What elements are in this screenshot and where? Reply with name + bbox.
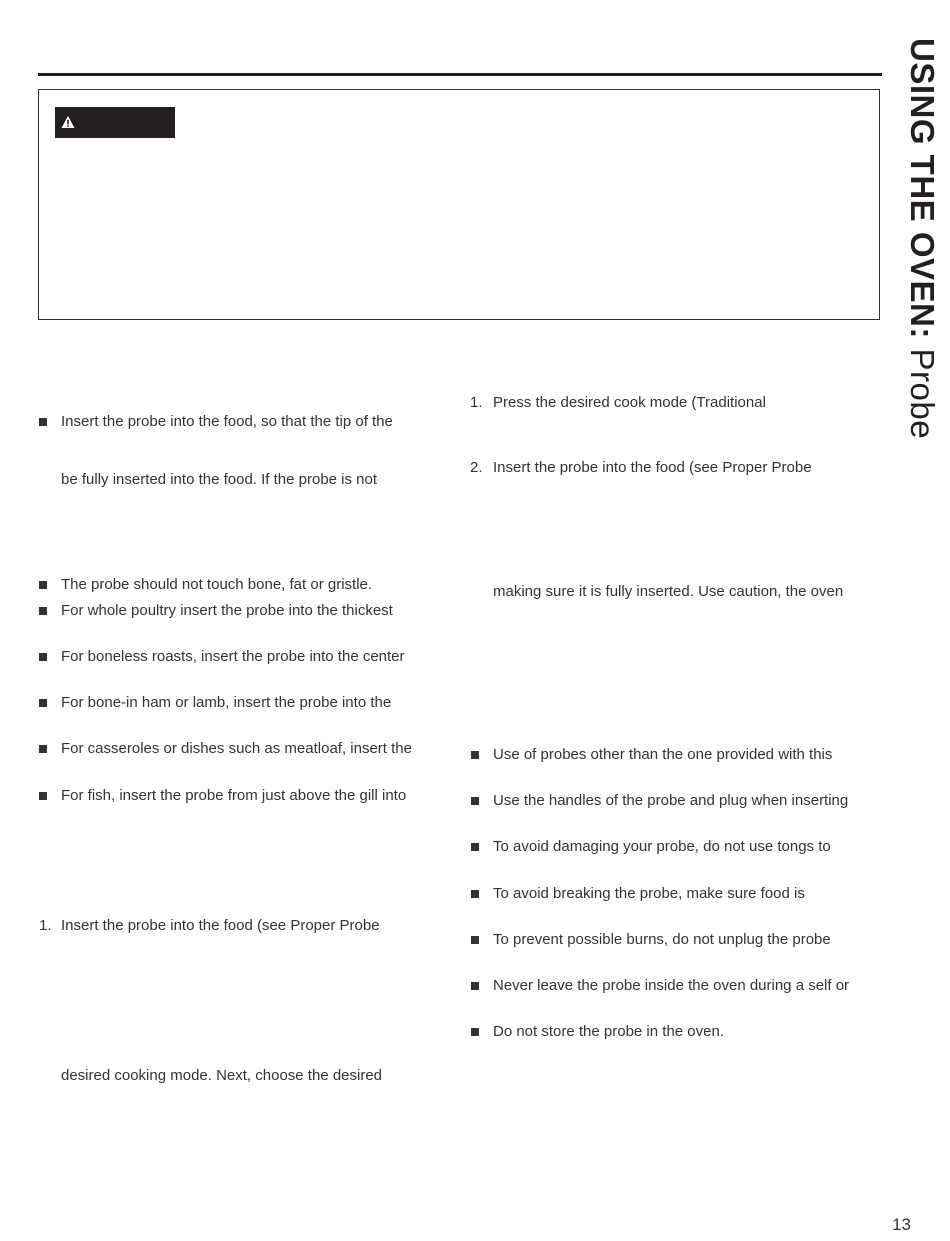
bullet-marker	[471, 797, 479, 805]
bullet-marker	[471, 1028, 479, 1036]
bullet-marker	[471, 982, 479, 990]
step-text: Insert the probe into the food (see Proper Probe	[61, 917, 380, 934]
placement-bullet-text: For casseroles or dishes such as meatloaf, insert the	[61, 740, 412, 757]
bullet-marker	[39, 607, 47, 615]
warning-triangle-icon	[61, 115, 75, 129]
bullet-marker	[39, 699, 47, 707]
placement-bullet-text: For fish, insert the probe from just above the gill into	[61, 787, 407, 804]
page-number: 13	[892, 1215, 911, 1234]
bullet-marker	[39, 745, 47, 753]
step-number: 1.	[39, 917, 52, 934]
step-text: Insert the probe into the food (see Proper Probe	[493, 459, 812, 476]
bullet-marker	[39, 653, 47, 661]
bullet-marker	[39, 581, 47, 589]
bullet-marker	[39, 792, 47, 800]
step-number: 2.	[470, 459, 483, 476]
caution-bullet-text: Do not store the probe in the oven.	[493, 1023, 724, 1040]
step-number: 1.	[470, 394, 483, 411]
side-title-bold: USING THE OVEN:	[904, 38, 941, 339]
bullet-marker	[39, 418, 47, 426]
placement-bullet-text: For bone-in ham or lamb, insert the probe into the	[61, 694, 392, 711]
top-rule	[38, 73, 882, 76]
bullet-marker	[471, 751, 479, 759]
warning-box	[38, 89, 880, 320]
caution-bullet-text: To avoid breaking the probe, make sure food is	[493, 885, 805, 902]
caution-bullet-text: To avoid damaging your probe, do not use tongs to	[493, 838, 831, 855]
bullet-marker	[471, 890, 479, 898]
placement-bullet-text: For whole poultry insert the probe into the thickest	[61, 602, 393, 619]
bullet-marker	[471, 936, 479, 944]
step-text: Press the desired cook mode (Traditional	[493, 394, 766, 411]
side-section-title	[902, 38, 942, 448]
placement-bullet-text: For boneless roasts, insert the probe into the center	[61, 648, 405, 665]
side-title-regular: Probe	[904, 348, 941, 440]
caution-bullet-text: Use of probes other than the one provided with this	[493, 746, 833, 763]
bullet-marker	[471, 843, 479, 851]
step-continuation-text: desired cooking mode. Next, choose the desired	[61, 1067, 383, 1084]
placement-bullet-text: The probe should not touch bone, fat or gristle.	[61, 576, 373, 593]
caution-bullet-text: Never leave the probe inside the oven during a self or	[493, 977, 850, 994]
caution-bullet-text: Use the handles of the probe and plug when inserting	[493, 792, 849, 809]
step-continuation-text: making sure it is fully inserted. Use caution, the oven	[493, 583, 844, 600]
caution-bullet-text: To prevent possible burns, do not unplug the probe	[493, 931, 831, 948]
warning-label	[55, 107, 175, 138]
placement-continuation-text: be fully inserted into the food. If the probe is not	[61, 471, 378, 488]
placement-bullet-text: Insert the probe into the food, so that the tip of the	[61, 413, 393, 430]
